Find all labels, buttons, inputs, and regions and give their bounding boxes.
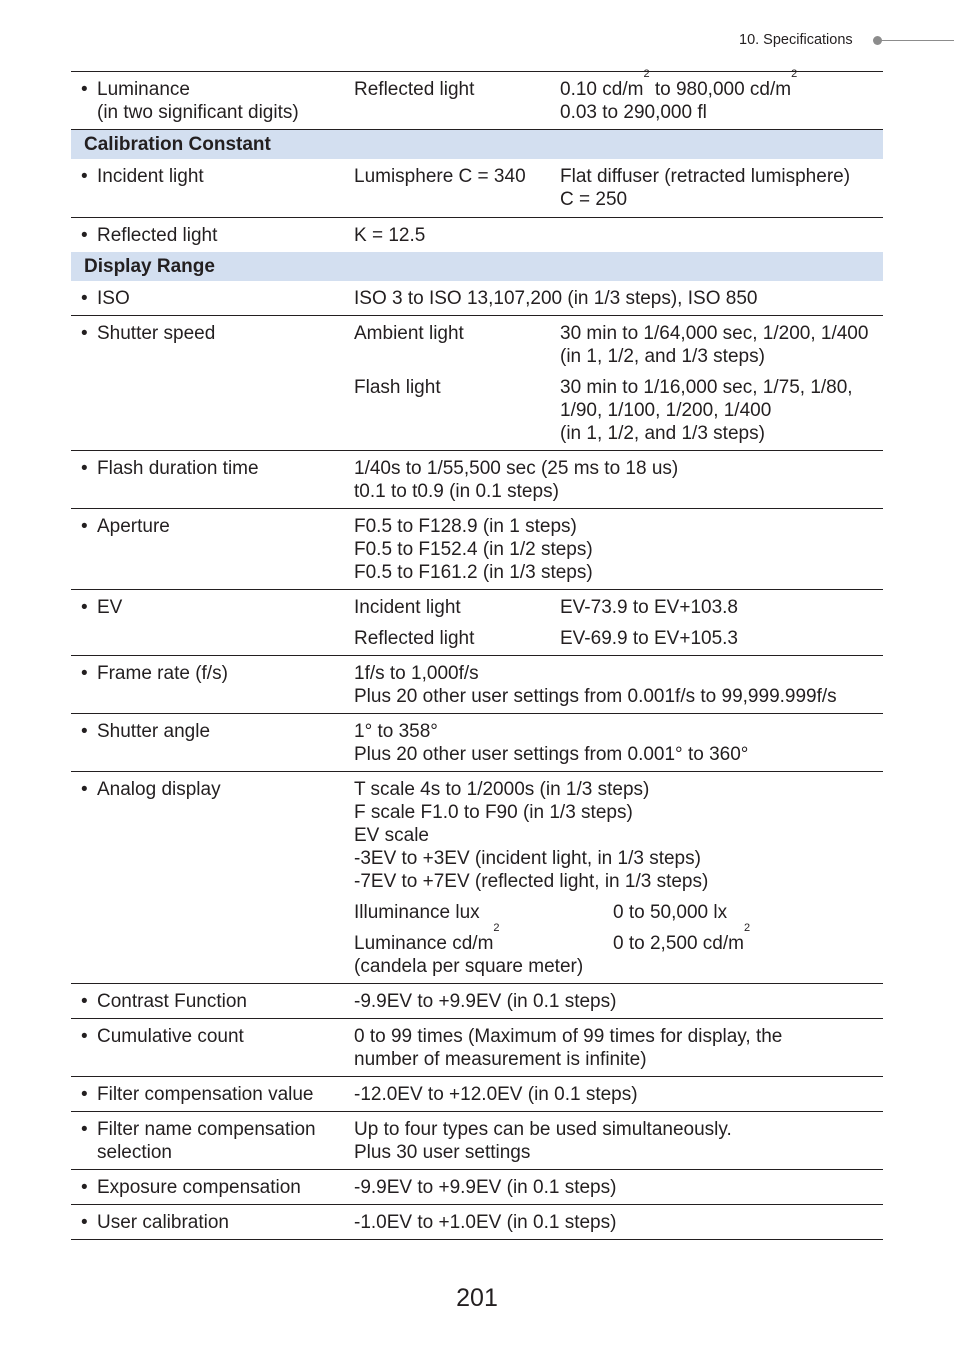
row-value: (in 1, 1/2, and 1/3 steps) xyxy=(560,346,765,367)
bullet-icon: • xyxy=(81,779,88,800)
section-header xyxy=(71,130,883,160)
row-value: (in 1, 1/2, and 1/3 steps) xyxy=(560,423,765,444)
row-label: Analog display xyxy=(97,779,221,800)
row-label: Cumulative count xyxy=(97,1026,244,1047)
bullet-icon: • xyxy=(81,663,88,684)
row-value: 1° to 358° xyxy=(354,721,438,742)
bullet-icon: • xyxy=(81,597,88,618)
section-title: Display Range xyxy=(71,252,883,281)
table-row xyxy=(71,509,883,590)
sub-label: Flash light xyxy=(354,377,441,398)
table-row xyxy=(71,1112,883,1170)
table-row xyxy=(71,316,883,451)
row-value: 0.03 to 290,000 fl xyxy=(560,102,707,123)
row-value: number of measurement is infinite) xyxy=(354,1049,647,1070)
table-row xyxy=(71,590,883,656)
row-value: t0.1 to t0.9 (in 0.1 steps) xyxy=(354,481,559,502)
row-label: Filter name compensation xyxy=(97,1119,316,1140)
page-header xyxy=(739,32,954,50)
row-value: F0.5 to F128.9 (in 1 steps) xyxy=(354,516,577,537)
bullet-icon: • xyxy=(81,1084,88,1105)
row-value: 0 to 2,500 $cd/m^2$ xyxy=(613,922,751,954)
row-label: Reflected light xyxy=(97,225,218,246)
bullet-icon: • xyxy=(81,1026,88,1047)
bullet-icon: • xyxy=(81,1212,88,1233)
row-value: Flat diffuser (retracted lumisphere) xyxy=(560,166,851,187)
row-value: K = 12.5 xyxy=(354,225,426,246)
table-row xyxy=(71,772,883,984)
sub-label: Illuminance lux xyxy=(354,902,480,923)
bullet-icon: • xyxy=(81,79,88,100)
row-value: 0 to 99 times (Maximum of 99 times for display, the xyxy=(354,1026,783,1047)
row-value: 0.10 $cd/m^2$ to 980,000 $cd/m^2$ xyxy=(560,68,798,100)
table-row xyxy=(71,984,883,1019)
table-row xyxy=(71,714,883,772)
row-value: Up to four types can be used simultaneously. xyxy=(354,1119,732,1140)
row-value: EV scale xyxy=(354,825,429,846)
row-label: Filter compensation value xyxy=(97,1084,314,1105)
table-row xyxy=(71,159,883,218)
row-label: Exposure compensation xyxy=(97,1177,301,1198)
row-value: F0.5 to F161.2 (in 1/3 steps) xyxy=(354,562,593,583)
row-label: Shutter speed xyxy=(97,323,216,344)
bullet-icon: • xyxy=(81,516,88,537)
table-row xyxy=(71,1077,883,1112)
row-value: 1/40s to 1/55,500 sec (25 ms to 18 us) xyxy=(354,458,679,479)
row-value: 30 min to 1/16,000 sec, 1/75, 1/80, xyxy=(560,377,853,398)
sub-label: Lumisphere C = 340 xyxy=(354,166,526,187)
header-rule xyxy=(881,40,954,41)
sub-label: Reflected light xyxy=(354,79,475,100)
chapter-title: 10. Specifications xyxy=(739,32,853,48)
row-label: Aperture xyxy=(97,516,170,537)
row-value: T scale 4s to 1/2000s (in 1/3 steps) xyxy=(354,779,650,800)
bullet-icon: • xyxy=(81,323,88,344)
bullet-icon: • xyxy=(81,991,88,1012)
row-value: -12.0EV to +12.0EV (in 0.1 steps) xyxy=(354,1084,638,1105)
row-value: C = 250 xyxy=(560,189,628,210)
table-row xyxy=(71,72,883,130)
row-value: Plus 20 other user settings from 0.001f/s to 99,999.999f/s xyxy=(354,686,837,707)
row-value: 0 to 50,000 lx xyxy=(613,902,728,923)
bullet-icon: • xyxy=(81,1177,88,1198)
row-value: ISO 3 to ISO 13,107,200 (in 1/3 steps), ISO 850 xyxy=(354,288,758,309)
sub-label: Ambient light xyxy=(354,323,464,344)
row-label: User calibration xyxy=(97,1212,229,1233)
sub-label: Luminance $cd/m^2$ (candela per square meter) xyxy=(354,922,584,977)
row-value: -7EV to +7EV (reflected light, in 1/3 steps) xyxy=(354,871,709,892)
row-label: Flash duration time xyxy=(97,458,259,479)
row-value: -9.9EV to +9.9EV (in 0.1 steps) xyxy=(354,991,617,1012)
row-value: 30 min to 1/64,000 sec, 1/200, 1/400 xyxy=(560,323,869,344)
row-label: Shutter angle xyxy=(97,721,211,742)
row-value: EV-73.9 to EV+103.8 xyxy=(560,597,738,618)
table-row xyxy=(71,451,883,509)
row-value: F scale F1.0 to F90 (in 1/3 steps) xyxy=(354,802,633,823)
row-value: Plus 20 other user settings from 0.001° to 360° xyxy=(354,744,749,765)
row-value: 1f/s to 1,000f/s xyxy=(354,663,479,684)
row-label: selection xyxy=(97,1142,172,1163)
row-value: F0.5 to F152.4 (in 1/2 steps) xyxy=(354,539,593,560)
row-label: Frame rate (f/s) xyxy=(97,663,228,684)
section-header xyxy=(71,252,883,281)
row-value: Plus 30 user settings xyxy=(354,1142,531,1163)
row-value: EV-69.9 to EV+105.3 xyxy=(560,628,738,649)
table-row xyxy=(71,1170,883,1205)
bullet-icon: • xyxy=(81,721,88,742)
table-row xyxy=(71,281,883,316)
row-value: -3EV to +3EV (incident light, in 1/3 steps) xyxy=(354,848,701,869)
row-value: -1.0EV to +1.0EV (in 0.1 steps) xyxy=(354,1212,617,1233)
bullet-icon: • xyxy=(81,288,88,309)
row-label: EV xyxy=(97,597,123,618)
table-row xyxy=(71,656,883,714)
row-label: ISO xyxy=(97,288,130,309)
table-row xyxy=(71,1205,883,1240)
table-row xyxy=(71,218,883,253)
bullet-icon: • xyxy=(81,458,88,479)
bullet-icon: • xyxy=(81,166,88,187)
sub-label: Reflected light xyxy=(354,628,475,649)
row-label: Incident light xyxy=(97,166,204,187)
row-value: -9.9EV to +9.9EV (in 0.1 steps) xyxy=(354,1177,617,1198)
table-row xyxy=(71,1019,883,1077)
row-label: Contrast Function xyxy=(97,991,247,1012)
row-label: Luminance xyxy=(97,79,190,100)
specifications-table xyxy=(71,68,883,1240)
row-label: (in two significant digits) xyxy=(97,102,299,123)
bullet-icon: • xyxy=(81,225,88,246)
row-value: 1/90, 1/100, 1/200, 1/400 xyxy=(560,400,772,421)
sub-label: Incident light xyxy=(354,597,461,618)
bullet-icon: • xyxy=(81,1119,88,1140)
section-title: Calibration Constant xyxy=(71,130,883,160)
page-number: 201 xyxy=(456,1284,498,1312)
